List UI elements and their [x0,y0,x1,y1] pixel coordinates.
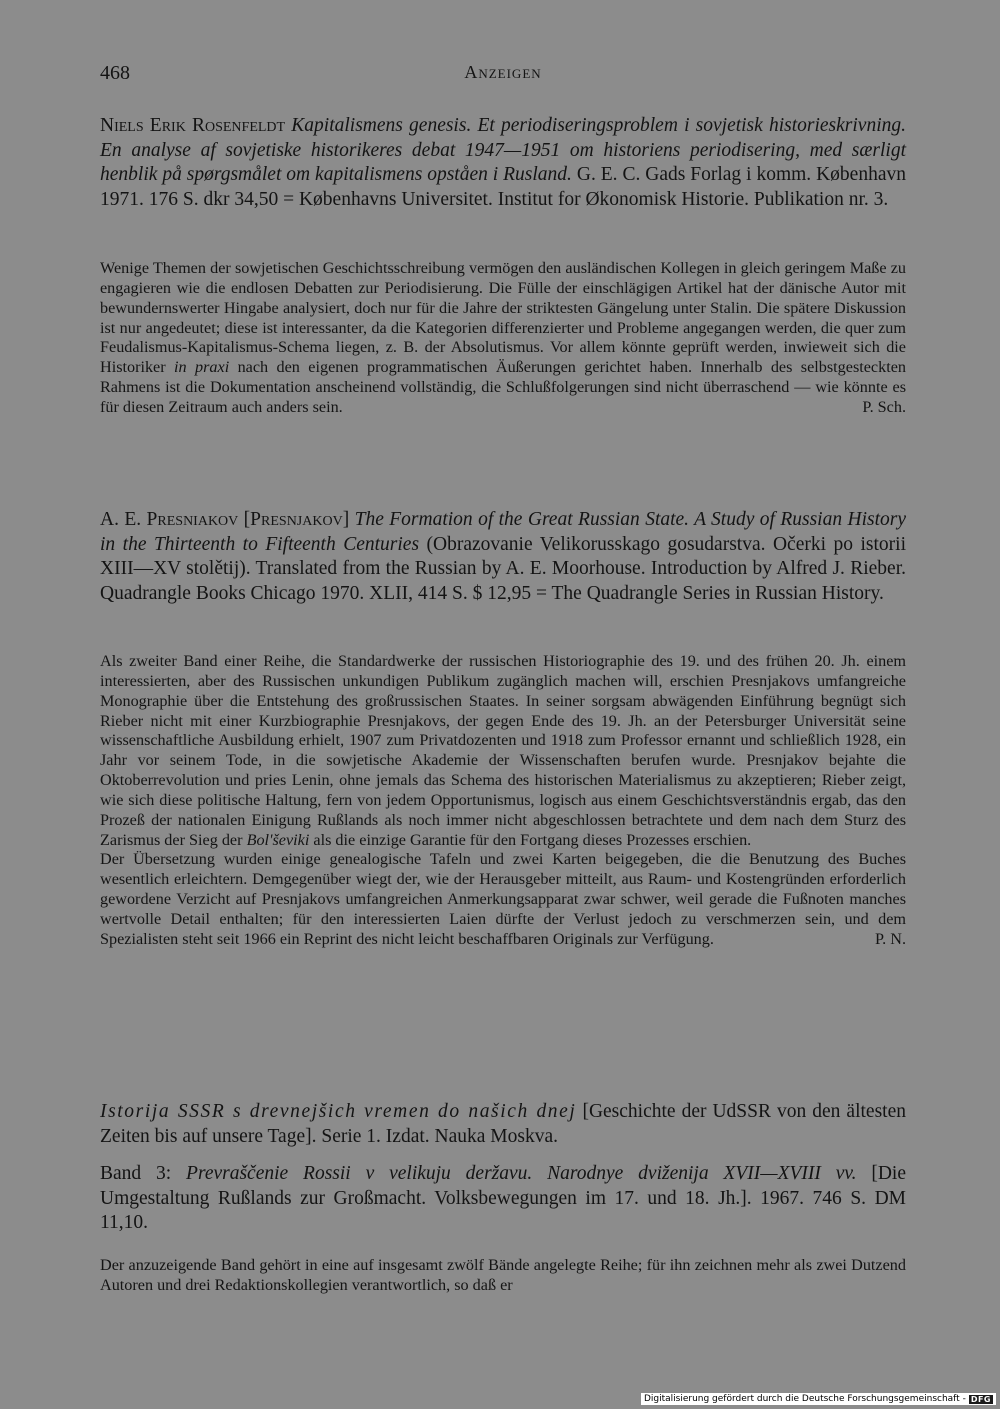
book-citation: Niels Erik Rosenfeldt Kapitalismens genesis. Et periodiseringsproblem i sovjetisk historieskrivning. En analyse af sovjetiske historikeres debat 1947—1951 om historiens periodisering, med særligt henblik på spørgsmålet om kapitalismens opståen i Rusland. G. E. C. Gads Forlag i komm. København 1971. 176 S. dkr 34,50 = Københavns Universitet. Institut for Økonomisk Historie. Publikation nr. 3. [100,115,906,210]
reviewer-initials: P. N. [874,929,906,948]
dfg-logo-icon: DFG [970,1394,991,1404]
book-citation: Istorija SSSR s drevnejšich vremen do našich dnej [Geschichte der UdSSR von den ältesten Zeiten bis auf unsere Tage]. Serie 1. Izdat. Nauka Moskva. [100,1101,906,1147]
review-text-2 [100,652,906,950]
volume-citation: Band 3: Prevraščenie Rossii v velikuju deržavu. Narodnye dviženija XVII—XVIII vv. [Die Umgestaltung Rußlands zur Großmacht. Volksbewegungen im 17. und 18. Jh.]. 1967. 746 S. DM 11,10. [100,1163,906,1234]
review-body: Wenige Themen der sowjetischen Geschichtsschreibung vermögen den ausländischen Kollegen in gleich geringem Maße zu engagieren wie die endlosen Debatten zur Periodisierung. Die Fülle der einschlägigen Artikel hat der dänische Autor mit bewundernswerter Hingabe analysiert, doch nur für die Jahre der striktesten Gängelung unter Stalin. Die spätere Diskussion ist nur angedeutet; diese ist interessanter, da die Kategorien differenzierter und Probleme angegangen werden, die quer zum Feudalismus-Kapitalismus-Schema liegen, z. B. der Absolutismus. Vor allem könnte geprüft werden, inwieweit sich die Historiker in praxi nach den eigenen programmatischen Äußerungen gerichtet haben. Innerhalb des selbstgesteckten Rahmens ist die Dokumentation anscheinend vollständig, die Schlußfolgerungen sind nicht überraschend — wie könnte es für diesen Zeitraum auch anders sein. P. Sch. [100,259,906,416]
review-text-1 [100,259,906,418]
running-title: Anzeigen [464,62,542,82]
reviewer-initials: P. Sch. [862,397,906,416]
running-head [100,62,906,92]
footer-text: Digitalisierung gefördert durch die Deutsche Forschungsgemeinschaft - [643,1394,966,1404]
review-entry-1 [100,114,906,212]
book-citation: A. E. Presniakov [Presnjakov] The Formation of the Great Russian State. A Study of Russian History in the Thirteenth to Fifteenth Centuries (Obrazovanie Velikorusskago gosudarstva. Očerki po istorii XIII—XV stolětij). Translated from the Russian by A. E. Moorhouse. Introduction by Alfred J. Rieber. Quadrangle Books Chicago 1970. XLII, 414 S. $ 12,95 = The Quadrangle Series in Russian History. [100,509,907,604]
review-paragraph: Als zweiter Band einer Reihe, die Standardwerke der russischen Historiographie des 19. und des frühen 20. Jh. einem interessierten, aber des Russischen unkundigen Publikum zugänglich machen will, erschien Presnjakovs umfangreiche Monographie über die Entstehung des großrussischen Staates. In seiner sorgsam abwägenden Einführung begnügt sich Rieber nicht mit einer Kurzbiographie Presnjakovs, der gegen Ende des 19. Jh. an der Petersburger Universität seine wissenschaftliche Ausbildung erhielt, 1907 zum Privatdozenten und 1918 zum Professor ernannt und schließlich 1928, ein Jahr vor seinem Tode, in die sowjetische Akademie der Wissenschaften berufen wurde. Presnjakov bejahte die Oktoberrevolution und pries Lenin, ohne jemals das Schema des historischen Materialismus zu akzeptieren; Rieber zeigt, wie sich diese politische Haltung, fern von jedem Opportunismus, logisch aus einem Geschichtsverständnis ergab, das den Prozeß der nationalen Einigung Rußlands als noch immer nicht abgeschlossen betrachtete und dem nach dem Sturz des Zarismus der Sieg der Bol'ševiki als die einzige Garantie für den Fortgang dieses Prozesses erschien. [100,652,906,849]
review-paragraph: Der Übersetzung wurden einige genealogische Tafeln und zwei Karten beigegeben, die die Benutzung des Buches wesentlich erleichtern. Demgegenüber wiegt der, wie der Herausgeber mitteilt, aus Raum- und Kostengründen erforderlich gewordene Verzicht auf Presnjakovs umfangreichen Anmerkungsapparat zwar schwer, weil gerade die Fußnoten manches wertvolle Detail enthalten; für den interessierten Laien dürfte der Verlust jedoch zu verschmerzen sein, und dem Spezialisten steht seit 1966 ein Reprint des nicht leicht beschaffbaren Originals zur Verfügung. P. N. [100,850,906,948]
digitization-footer [641,1393,996,1405]
review-text-3 [100,1256,906,1296]
review-body: Der anzuzeigende Band gehört in eine auf insgesamt zwölf Bände angelegte Reihe; für ihn zeichnen mehr als zwei Dutzend Autoren und drei Redaktionskollegien verantwortlich, so daß er [100,1256,906,1294]
page-number: 468 [100,62,130,84]
review-entry-2 [100,508,906,606]
review-entry-3-volume [100,1162,906,1236]
review-entry-3 [100,1100,906,1149]
